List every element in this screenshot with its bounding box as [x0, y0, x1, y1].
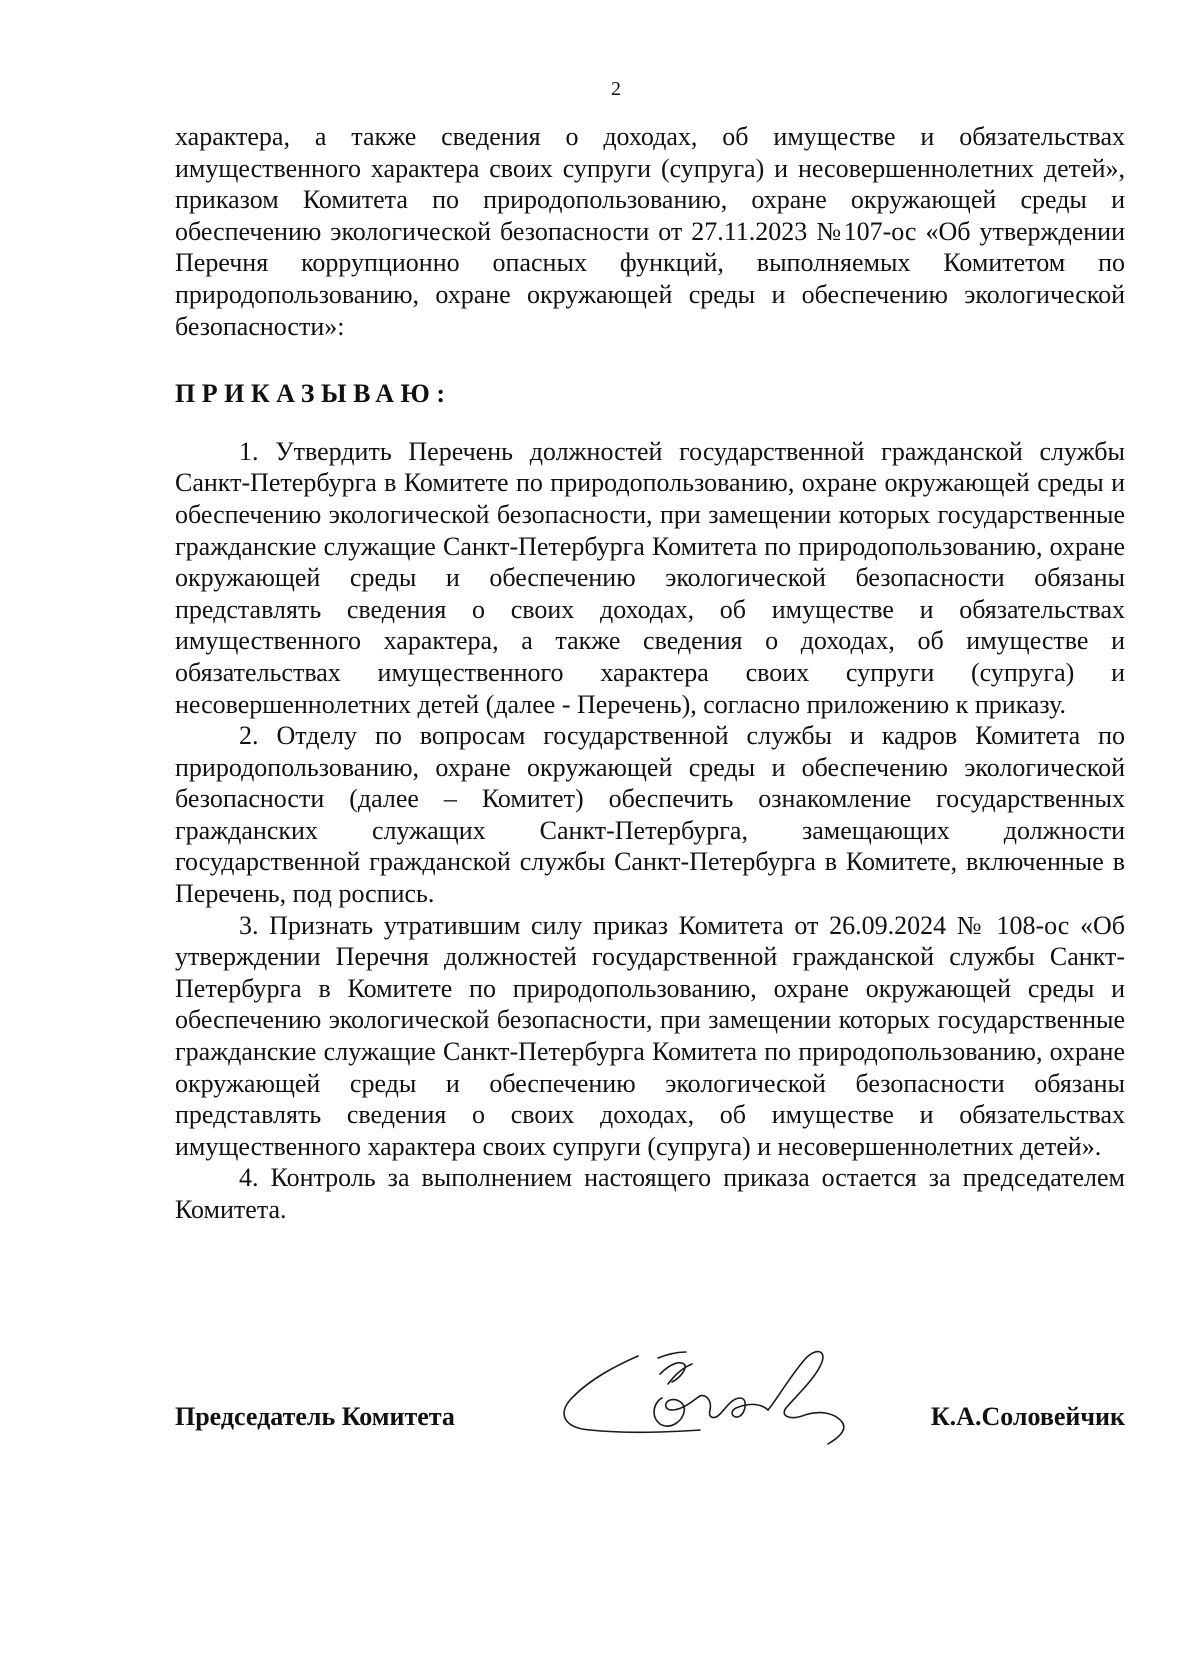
signature-block: [175, 1390, 1125, 1480]
document-body: [175, 121, 1125, 1226]
intro-paragraph: характера, а также сведения о доходах, об имуществе и обязательствах имущественного характера своих супруги (супруга) и несовершеннолетних детей», приказом Комитета по природопользованию, охране окружающей среды и обеспечению экологической безопасности от 27.11.2023 №107-ос «Об утверждении Перечня коррупционно опасных функций, выполняемых Комитетом по природопользованию, охране окружающей среды и обеспечению экологической безопасности»:: [175, 122, 1125, 341]
signatory-name: К.А.Соловейчик: [930, 1402, 1125, 1431]
clause-2: 2. Отделу по вопросам государственной службы и кадров Комитета по природопользованию, охране окружающей среды и обеспечению экологической безопасности (далее – Комитет) обеспечить ознакомление государственных гражданских служащих Санкт-Петербурга, замещающих должности государственной гражданской службы Санкт-Петербурга в Комитете, включенные в Перечень, под роспись.: [175, 721, 1125, 909]
clause-3: 3. Признать утратившим силу приказ Комитета от 26.09.2024 № 108-ос «Об утверждении Перечня должностей государственной гражданской службы Санкт-Петербурга в Комитете по природопользованию, охране окружающей среды и обеспечению экологической безопасности, при замещении которых государственные гражданские служащие Санкт-Петербурга Комитета по природопользованию, охране окружающей среды и обеспечению экологической безопасности обязаны представлять сведения о своих доходах, об имуществе и обязательствах имущественного характера своих супруги (супруга) и несовершеннолетних детей».: [175, 910, 1125, 1161]
clause-1: 1. Утвердить Перечень должностей государственной гражданской службы Санкт-Петербурга в Комитете по природопользованию, охране окружающей среды и обеспечению экологической безопасности, при замещении которых государственные гражданские служащие Санкт-Петербурга Комитета по природопользованию, охране окружающей среды и обеспечению экологической безопасности обязаны представлять сведения о своих доходах, об имуществе и обязательствах имущественного характера, а также сведения о доходах, об имуществе и обязательствах имущественного характера своих супруги (супруга) и несовершеннолетних детей (далее - Перечень), согласно приложению к приказу.: [175, 436, 1125, 719]
clause-4: 4. Контроль за выполнением настоящего приказа остается за председателем Комитета.: [175, 1163, 1125, 1224]
handwritten-signature: [550, 1338, 880, 1488]
signatory-title: Председатель Комитета: [175, 1402, 455, 1431]
page-number: 2: [611, 78, 621, 100]
order-heading: ПРИКАЗЫВАЮ:: [175, 379, 452, 409]
